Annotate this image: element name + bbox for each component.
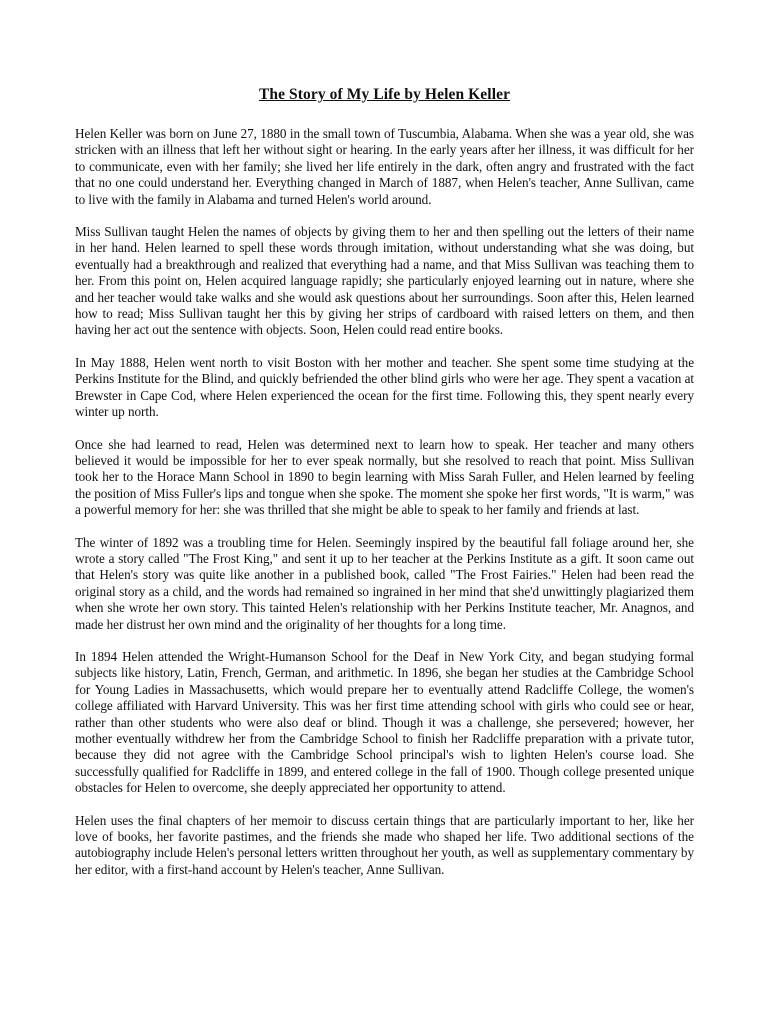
paragraph-boston-visit: In May 1888, Helen went north to visit Boston with her mother and teacher. She spent some time studying at the Perkins Institute for the Blind, and quickly befriended the other blind girls who were her age. They spent a vacation at Brewster in Cape Cod, where Helen experienced the ocean for the first time. Following this, they spent nearly every winter up north. <box>75 354 694 420</box>
document-page <box>75 86 694 894</box>
paragraph-final-chapters: Helen uses the final chapters of her memoir to discuss certain things that are particularly important to her, like her love of books, her favorite pastimes, and the friends she made who shaped her life. Two additional sections of the autobiography include Helen's personal letters written throughout her youth, as well as supplementary commentary by her editor, with a first-hand account by Helen's teacher, Anne Sullivan. <box>75 812 694 877</box>
paragraph-frost-king: The winter of 1892 was a troubling time for Helen. Seemingly inspired by the beautiful fall foliage around her, she wrote a story called "The Frost King," and sent it up to her teacher at the Perkins Institute as a gift. It soon came out that Helen's story was quite like another in a published book, called "The Frost Fairies." Helen had been read the original story as a child, and the words had remained so ingrained in her mind that she'd unwittingly plagiarized them when she wrote her own story. This tainted Helen's relationship with her Perkins Institute teacher, Mr. Anagnos, and made her distrust her own mind and the originality of her thoughts for a long time. <box>75 534 694 632</box>
paragraph-learning-names: Miss Sullivan taught Helen the names of objects by giving them to her and then spelling out the letters of their name in her hand. Helen learned to spell these words through imitation, without understanding what she was doing, but eventually had a breakthrough and realized that everything had a name, and that Miss Sullivan was teaching them to her. From this point on, Helen acquired language rapidly; she particularly enjoyed learning out in nature, where she and her teacher would take walks and she would ask questions about her surroundings. Soon after this, Helen learned how to read; Miss Sullivan taught her this by giving her strips of cardboard with raised letters on them, and then having her act out the sentence with objects. Soon, Helen could read entire books. <box>75 224 694 338</box>
paragraph-early-life: Helen Keller was born on June 27, 1880 in the small town of Tuscumbia, Alabama. When she was a year old, she was stricken with an illness that left her without sight or hearing. In the early years after her illness, it was difficult for her to communicate, even with her family; she lived her life entirely in the dark, often angry and frustrated with the fact that no one could understand her. Everything changed in March of 1887, when Helen's teacher, Anne Sullivan, came to live with the family in Alabama and turned Helen's world around. <box>75 126 694 207</box>
paragraph-learning-speech: Once she had learned to read, Helen was determined next to learn how to speak. Her teacher and many others believed it would be impossible for her to ever speak normally, but she resolved to reach that point. Miss Sullivan took her to the Horace Mann School in 1890 to begin learning with Miss Sarah Fuller, and Helen learned by feeling the position of Miss Fuller's lips and tongue when she spoke. The moment she spoke her first words, "It is warm," was a powerful memory for her: she was thrilled that she might be able to speak to her family and friends at last. <box>75 436 694 518</box>
page-title: The Story of My Life by Helen Keller <box>258 86 511 103</box>
paragraph-schooling: In 1894 Helen attended the Wright-Humanson School for the Deaf in New York City, and began studying formal subjects like history, Latin, French, German, and arithmetic. In 1896, she began her studies at the Cambridge School for Young Ladies in Massachusetts, which would prepare her to eventually attend Radcliffe College, the women's college affiliated with Harvard University. This was her first time attending school with girls who could see or hear, rather than other students who were also deaf or blind. Though it was a challenge, she persevered; however, her mother eventually withdrew her from the Cambridge School to finish her Radcliffe preparation with a private tutor, because they did not agree with the Cambridge School principal's wish to lighten Helen's course load. She successfully qualified for Radcliffe in 1899, and entered college in the fall of 1900. Though college presented unique obstacles for Helen to overcome, she deeply appreciated her opportunity to attend. <box>75 648 694 796</box>
